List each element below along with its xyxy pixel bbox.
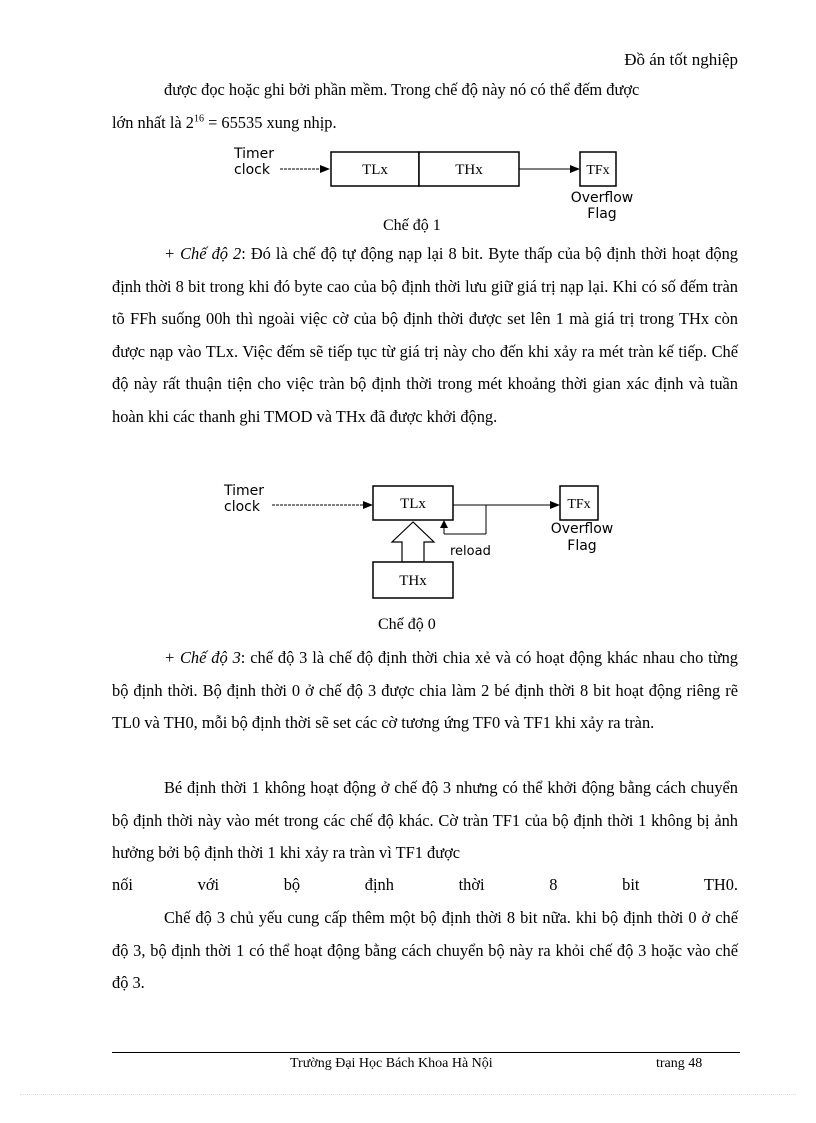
thx-label: THx — [455, 162, 483, 178]
para3-lead: + Chế độ 3 — [164, 648, 241, 667]
flag-label: Flag — [587, 206, 617, 222]
paragraph-mode3 — [112, 642, 738, 740]
overflow-arrow-icon — [550, 501, 560, 509]
paragraph-mode2 — [112, 238, 738, 433]
para2-lead: + Chế độ 2 — [164, 244, 242, 263]
tlx-label: TLx — [400, 496, 426, 512]
timer-clock-label-2: clock — [224, 499, 260, 515]
reload-label: reload — [450, 544, 491, 559]
para1-exponent: 16 — [193, 113, 204, 125]
reload-arrow-icon — [440, 520, 448, 528]
para1-line2-post: = 65535 xung nhịp. — [203, 112, 337, 132]
footer-school: Trường Đại Học Bách Khoa Hà Nội — [290, 1056, 493, 1071]
page-header-title: Đồ án tốt nghiệp — [624, 50, 738, 69]
tlx-label: TLx — [362, 162, 388, 178]
clock-input-arrow-icon — [320, 165, 330, 173]
clock-input-arrow-icon — [363, 501, 373, 509]
paragraph-mode1-continued — [112, 74, 738, 139]
diagram-mode0 — [0, 476, 816, 606]
diagram-mode1-caption: Chế độ 1 — [383, 217, 441, 234]
tfx-label: TFx — [586, 163, 610, 178]
paragraph-timer1-last-line: nối với bộ định thời 8 bit TH0. — [112, 875, 738, 894]
tfx-label: TFx — [567, 497, 591, 512]
page-bottom-border — [20, 1094, 796, 1095]
paragraph-timer1 — [112, 772, 738, 870]
thx-label: THx — [399, 573, 427, 589]
footer-divider — [112, 1052, 740, 1053]
flag-label: Flag — [567, 538, 597, 554]
diagram-mode0-caption: Chế độ 0 — [378, 616, 436, 633]
overflow-label: Overflow — [550, 521, 614, 537]
footer-page-number: trang 48 — [656, 1056, 703, 1071]
paragraph-mode3-summary — [112, 902, 738, 1000]
para3-text: : chế độ 3 là chế độ định thời chia xẻ và có hoạt động khác nhau cho từng bộ định thời. Bộ định thời 0 ở chế độ 3 được chia làm 2 bé định thời 8 bit hoạt động riêng rẽ TL0 và TH0, mỗi bộ định thời sẽ set các cờ tương ứng TF0 và TF1 khi xảy ra tràn. — [112, 648, 738, 732]
timer-clock-label-1: Timer — [234, 146, 275, 162]
para5-text: Chế độ 3 chủ yếu cung cấp thêm một bộ định thời 8 bit nữa. khi bộ định thời 0 ở chế độ 3, bộ định thời 1 có thể hoạt động bằng cách chuyển bộ này ra khỏi chế độ 3 hoặc vào chế độ 3. — [112, 908, 738, 992]
timer-clock-label-2: clock — [234, 162, 270, 178]
para2-text: : Đó là chế độ tự động nạp lại 8 bit. Byte thấp của bộ định thời hoạt động định thời 8 bit trong khi đó byte cao của bộ định thời lưu giữ giá trị nạp lại. Khi có số đếm tràn tõ FFh suống 00h thì ngoài việc cờ của bộ định thời được set lên 1 mà giá trị trong THx còn được nạp vào TLx. Việc đếm sẽ tiếp tục từ giá trị này cho đến khi xảy ra mét tràn kế tiếp. Chế độ này rất thuận tiện cho việc tràn bộ định thời trong mét khoảng thời gian xác định và tuần hoàn khi các thanh ghi TMOD và THx đã được khởi động. — [112, 244, 738, 426]
para1-line2-pre: lớn nhất là 2 — [112, 112, 194, 132]
timer-clock-label-1: Timer — [224, 483, 265, 499]
overflow-label: Overflow — [570, 190, 634, 206]
overflow-arrow-icon — [570, 165, 580, 173]
para1-line1: được đọc hoặc ghi bởi phần mềm. Trong chế độ này nó có thể đếm được — [164, 80, 640, 99]
hollow-up-arrow-icon — [392, 522, 434, 562]
para4-text: Bé định thời 1 không hoạt động ở chế độ 3 nhưng có thể khởi động bằng cách chuyển bộ định thời này vào mét trong các chế độ khác. Cờ tràn TF1 của bộ định thời 1 không bị ảnh hưởng bởi bộ định thời 1 khi xảy ra tràn vì TF1 được — [112, 778, 738, 862]
